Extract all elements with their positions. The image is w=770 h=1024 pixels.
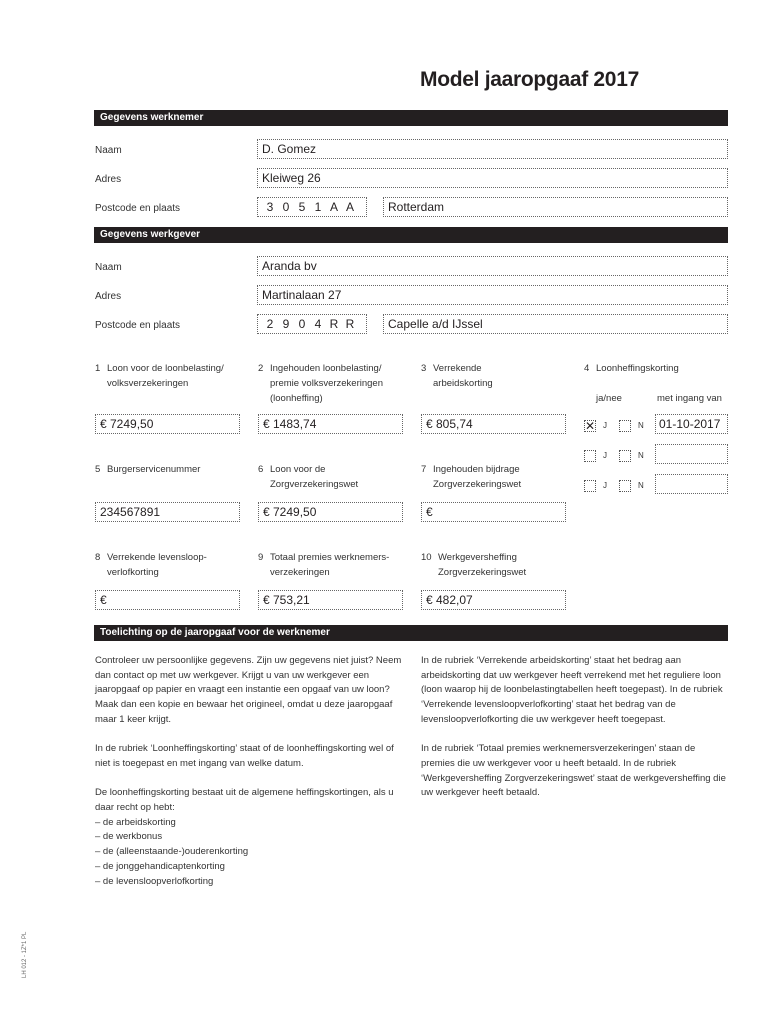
box7-field[interactable]: € xyxy=(421,502,566,522)
section-header-explanation: Toelichting op de jaaropgaaf voor de werknemer xyxy=(94,625,728,641)
explanation-paragraph: In de rubriek ‘Loonheffingskorting’ staat of de loonheffingskorting wel of niet is toegepast en met ingang van welke datum. xyxy=(95,743,394,769)
box10-header: 10 Werkgeversheffing Zorgverzekeringswet xyxy=(421,552,527,578)
box4-date-field-1[interactable]: 01-10-2017 xyxy=(655,414,728,434)
box4-no-checkbox-2[interactable] xyxy=(619,450,631,462)
postcode-char: A xyxy=(329,200,338,214)
box4-no-label: N xyxy=(638,451,644,460)
box1-field[interactable]: € 7249,50 xyxy=(95,414,240,434)
list-item: – de levensloopverlofkorting xyxy=(95,875,214,887)
postcode-char: A xyxy=(345,200,354,214)
explanation-paragraph: In de rubriek ‘Totaal premies werknemersverzekeringen’ staan de premies die uw werkgever voor u heeft betaald. In de rubriek ‘Werkgeversheffing Zorgverzekeringswet’ staat de werkgeversheffing die uw werkgever heeft betaald. xyxy=(421,743,726,799)
box4-header: 4 Loonheffingskorting xyxy=(584,363,679,374)
page-title: Model jaaropgaaf 2017 xyxy=(420,68,639,91)
box3-header: 3 Verrekende arbeidskorting xyxy=(421,363,493,389)
employer-postcode-label: Postcode en plaats xyxy=(95,320,181,331)
employee-postcode-field[interactable] xyxy=(257,197,367,217)
box4-no-checkbox-1[interactable] xyxy=(619,420,631,432)
postcode-char: R xyxy=(329,317,339,331)
list-item: – de jonggehandicaptenkorting xyxy=(95,860,225,872)
box9-field[interactable]: € 753,21 xyxy=(258,590,403,610)
box5-field[interactable]: 234567891 xyxy=(95,502,240,522)
box4-no-label: N xyxy=(638,421,644,430)
postcode-char: 1 xyxy=(314,200,322,214)
box6-header: 6 Loon voor de Zorgverzekeringswet xyxy=(258,464,359,490)
box2-field[interactable]: € 1483,74 xyxy=(258,414,403,434)
explanation-paragraph: In de rubriek ‘Verrekende arbeidskorting’ staat het bedrag aan arbeidskorting dat uw werkgever heeft verrekend met het reguliere loon (loon waarop hij de loonbelastingtabellen heeft toegepast). In de rubriek ‘Verrekende levensloopverlofkorting’ staat het bedrag van de levensloopverlofkorting die uw werkgever heeft toegepast. xyxy=(421,655,723,725)
explanation-right-column xyxy=(421,654,731,816)
employee-city-field[interactable]: Rotterdam xyxy=(383,197,728,217)
box4-yes-label: J xyxy=(603,421,607,430)
employer-postcode-field[interactable] xyxy=(257,314,367,334)
employer-name-field[interactable]: Aranda bv xyxy=(257,256,728,276)
box8-header: 8 Verrekende levensloop- verlofkorting xyxy=(95,552,207,578)
section-header-employee: Gegevens werknemer xyxy=(94,110,728,126)
box10-field[interactable]: € 482,07 xyxy=(421,590,566,610)
postcode-char: 9 xyxy=(282,317,290,331)
box7-header: 7 Ingehouden bijdrage Zorgverzekeringswet xyxy=(421,464,522,490)
postcode-char: 5 xyxy=(298,200,306,214)
box4-yesno-label: ja/nee xyxy=(596,393,622,404)
box4-yes-checkbox-3[interactable] xyxy=(584,480,596,492)
employer-address-label: Adres xyxy=(95,291,122,302)
box4-yes-label: J xyxy=(603,451,607,460)
box4-date-field-2[interactable] xyxy=(655,444,728,464)
box8-field[interactable]: € xyxy=(95,590,240,610)
box4-yes-checkbox-2[interactable] xyxy=(584,450,596,462)
section-header-employer: Gegevens werkgever xyxy=(94,227,728,243)
box4-no-label: N xyxy=(638,481,644,490)
box4-yes-label: J xyxy=(603,481,607,490)
list-item: – de werkbonus xyxy=(95,831,163,843)
box2-header: 2 Ingehouden loonbelasting/ premie volksverzekeringen (loonheffing) xyxy=(258,363,383,404)
list-item: – de (alleenstaande-)ouderenkorting xyxy=(95,846,249,858)
employee-name-label: Naam xyxy=(95,145,122,156)
box9-header: 9 Totaal premies werknemers- verzekeringen xyxy=(258,552,390,578)
box4-date-label: met ingang van xyxy=(657,393,722,404)
postcode-char: 3 xyxy=(266,200,274,214)
explanation-paragraph: De loonheffingskorting bestaat uit de algemene heffingskortingen, als u daar recht op hebt: xyxy=(95,787,394,813)
postcode-char: 0 xyxy=(282,200,290,214)
list-item: – de arbeidskorting xyxy=(95,816,176,828)
box4-date-field-3[interactable] xyxy=(655,474,728,494)
postcode-char: 0 xyxy=(298,317,306,331)
employee-postcode-label: Postcode en plaats xyxy=(95,203,181,214)
form-code: LH 012 - 1Z*1 PL xyxy=(22,931,28,978)
employee-address-label: Adres xyxy=(95,174,122,185)
box6-field[interactable]: € 7249,50 xyxy=(258,502,403,522)
box1-header: 1 Loon voor de loonbelasting/ volksverzekeringen xyxy=(95,363,224,389)
box4-no-checkbox-3[interactable] xyxy=(619,480,631,492)
postcode-char: R xyxy=(345,317,355,331)
box4-yes-checkbox-1[interactable]: ✕ xyxy=(585,419,596,433)
explanation-left-column xyxy=(95,654,405,889)
postcode-char: 2 xyxy=(266,317,274,331)
employer-city-field[interactable]: Capelle a/d IJssel xyxy=(383,314,728,334)
box5-header: 5 Burgerservicenummer xyxy=(95,464,201,475)
explanation-paragraph: Controleer uw persoonlijke gegevens. Zijn uw gegevens niet juist? Neem dan contact op met uw werkgever. Krijgt u van uw werkgever een jaaropgaaf op papier en vraagt een instantie een opgaaf van uw loon? Maak dan een kopie en bewaar het origineel, omdat u deze jaaropgaaf maar 1 keer krijgt. xyxy=(95,655,402,725)
employer-name-label: Naam xyxy=(95,262,122,273)
employee-name-field[interactable]: D. Gomez xyxy=(257,139,728,159)
employer-address-field[interactable]: Martinalaan 27 xyxy=(257,285,728,305)
box3-field[interactable]: € 805,74 xyxy=(421,414,566,434)
postcode-char: 4 xyxy=(314,317,322,331)
employee-address-field[interactable]: Kleiweg 26 xyxy=(257,168,728,188)
